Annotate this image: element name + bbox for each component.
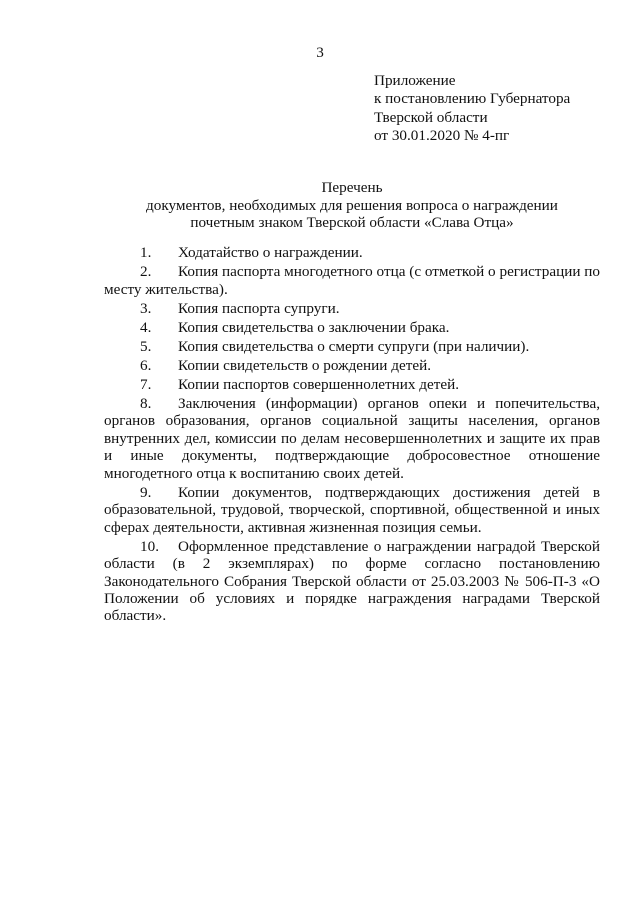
page-number: 3 [316,44,324,61]
list-item-text: Копии документов, подтверждающих достижения детей в образовательной, трудовой, творческой, спортивной, общественной и иных сферах деятельности, активная жизненная позиция семьи. [104,483,600,536]
document-list [104,244,600,626]
list-item-number: 6. [140,356,152,374]
title-subheading-line2: почетным знаком Тверской области «Слава Отца» [190,214,514,231]
list-item-text: Оформленное представление о награждении наградой Тверской области (в 2 экземплярах) по форме согласно постановлению Законодательного Собрания Тверской области от 25.03.2003 № 506-П-3 «О Положении об условиях и порядке награждения наградами Тверской области». [104,537,600,625]
appendix-region: Тверской области [374,108,488,126]
list-item-text: Копия свидетельства о заключении брака. [178,318,450,336]
document-title [104,179,600,232]
list-item-text: Копия свидетельства о смерти супруги (при наличии). [178,337,530,355]
list-item [104,357,600,374]
list-item-number: 8. [140,395,152,413]
title-subheading-line1: документов, необходимых для решения вопроса о награждении [146,196,558,214]
list-item [104,395,600,482]
list-item [104,300,600,317]
list-item-text: Копии свидетельств о рождении детей. [178,356,431,374]
list-item-text: Ходатайство о награждении. [178,244,363,261]
list-item-number: 3. [140,299,152,317]
appendix-header [374,72,624,145]
list-item-number: 9. [140,483,152,501]
list-item-number: 2. [140,263,152,281]
list-item [104,338,600,355]
list-item-number: 4. [140,318,152,336]
list-item [104,484,600,536]
appendix-label: Приложение [374,72,456,89]
list-item [104,244,600,261]
list-item-text: Копии паспортов совершеннолетних детей. [178,375,460,393]
appendix-date: от 30.01.2020 № 4-пг [374,126,510,144]
title-heading: Перечень [321,179,383,196]
appendix-reference: к постановлению Губернатора [374,90,571,108]
list-item-number: 10. [140,537,159,555]
list-item [104,319,600,336]
list-item [104,538,600,625]
list-item-text: Копия паспорта многодетного отца (с отметкой о регистрации по месту жительства). [104,263,600,298]
list-item-text: Копия паспорта супруги. [178,299,340,317]
list-item-text: Заключения (информации) органов опеки и попечительства, органов образования, органов социальной защиты населения, органов внутренних дел, комиссии по делам несовершеннолетних и защите их прав и иные документы, подтверждающие добросовестное отношение многодетного отца к воспитанию своих детей. [104,395,600,482]
list-item-number: 5. [140,337,152,355]
list-item [104,263,600,298]
list-item [104,376,600,393]
list-item-number: 1. [140,244,152,261]
list-item-number: 7. [140,375,152,393]
